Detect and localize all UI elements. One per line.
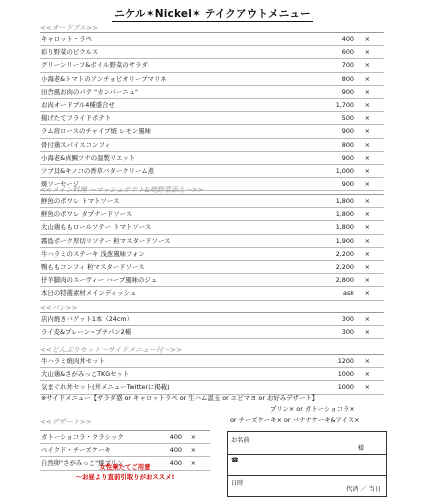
menu-item xyxy=(40,431,210,444)
quantity-mark[interactable]: × xyxy=(364,249,370,258)
menu-item xyxy=(40,355,384,368)
menu-item-name: 焼ソーセージ xyxy=(41,180,79,189)
name-label: お名前 xyxy=(231,437,250,444)
menu-item-name: 骨付鶏スパイスコンフィ xyxy=(41,140,111,149)
quantity-mark[interactable]: × xyxy=(364,61,370,70)
menu-item-price: 400 xyxy=(169,446,182,455)
menu-item-price: 400 xyxy=(169,459,182,468)
menu-item-name: ベイクド・チーズケーキ xyxy=(41,446,111,455)
promo-note xyxy=(40,462,210,482)
quantity-mark[interactable]: × xyxy=(364,315,370,323)
quantity-mark[interactable]: × xyxy=(364,153,370,162)
don-sets-list xyxy=(40,355,384,395)
menu-item-price: 500 xyxy=(341,114,354,123)
side-menu-options-1: プリン× or ガトーショコラ× xyxy=(270,405,355,413)
menu-item-price: 400 xyxy=(169,433,182,441)
date-row[interactable] xyxy=(228,475,386,495)
menu-item-name: 揚げたてフライドポテト xyxy=(41,114,112,123)
menu-item-name: 鮮魚のポワレ トマトソース xyxy=(41,197,120,205)
menu-item-name: 仔羊脚肉のスーヴィー ハーブ風味のジュ xyxy=(41,276,157,285)
menu-item xyxy=(40,274,384,287)
menu-item-price: 800 xyxy=(341,74,354,83)
quantity-mark[interactable]: × xyxy=(190,433,196,441)
quantity-mark[interactable]: × xyxy=(364,289,370,298)
menu-item-name: 牛ハラミ焼肉丼セット xyxy=(41,357,105,365)
menu-item-price: 1,000 xyxy=(335,166,354,175)
quantity-mark[interactable]: × xyxy=(364,35,370,43)
menu-item xyxy=(40,152,384,165)
menu-item-price: 2,200 xyxy=(335,249,354,258)
menu-item-name: キャロット・ラペ xyxy=(41,35,92,43)
date-label: 日時 xyxy=(231,480,244,487)
quantity-mark[interactable]: × xyxy=(364,140,370,149)
page-title: ニケル✶Nickel✶ テイクアウトメニュー xyxy=(114,8,311,20)
honorific-label: 様 xyxy=(357,445,364,452)
quantity-mark[interactable]: × xyxy=(190,459,196,468)
menu-item xyxy=(40,444,210,457)
order-form xyxy=(227,431,387,497)
main-dishes-list xyxy=(40,195,384,301)
menu-item-name: 本日の特選素材メインディッシュ xyxy=(41,289,137,298)
quantity-mark[interactable]: × xyxy=(364,100,370,109)
section-hors-doeuvres: <<オードブル>> xyxy=(40,24,98,32)
menu-item-name: 鴨ももコンフィ 粒マスタードソース xyxy=(41,262,145,271)
menu-item-price: 300 xyxy=(341,328,354,337)
menu-item-price: 1,800 xyxy=(335,210,354,219)
menu-item-price: 900 xyxy=(341,87,354,96)
payment-status: 代済 ／ 当日 xyxy=(346,486,381,493)
menu-item xyxy=(40,287,384,300)
menu-item xyxy=(40,33,384,46)
quantity-mark[interactable]: × xyxy=(190,446,196,455)
menu-item xyxy=(40,208,384,221)
menu-item xyxy=(40,261,384,274)
menu-item-name: 牛ハラミのステーキ 浅葱風味フォン xyxy=(41,249,145,258)
menu-item-name: 気まぐれ丼セット(丼メニューTwitterに掲載) xyxy=(41,383,170,392)
menu-item xyxy=(40,313,384,326)
menu-item-name: 田舎風お肉のパテ "カンパーニュ" xyxy=(41,87,138,96)
menu-item-name: 小海老&トマトのアンチョビオリーブマリネ xyxy=(41,74,167,83)
menu-item-name: 店内焼きバゲット1本（24cm） xyxy=(41,315,133,323)
menu-item-name: ラム肩ロースのチャイブ焼 レモン風味 xyxy=(41,127,151,136)
side-menu-options-2: or チーズケーキ× or バナナケーキ&アイス× xyxy=(230,416,360,424)
bread-list xyxy=(40,313,384,339)
phone-row[interactable] xyxy=(228,454,386,476)
menu-item-name: 自然卵"さがみっこ"焼プリン xyxy=(41,459,124,468)
menu-item-name: 鮮魚のポワレ タプナードソース xyxy=(41,210,133,219)
quantity-mark[interactable]: × xyxy=(364,48,370,57)
promo-line-2: ～お昼より直前引取りがおススメ! xyxy=(75,473,175,481)
menu-item-name: グリーンリーフ&ボイル野菜のサラダ xyxy=(41,61,148,70)
quantity-mark[interactable]: × xyxy=(364,74,370,83)
menu-item-price: 800 xyxy=(341,140,354,149)
quantity-mark[interactable]: × xyxy=(364,87,370,96)
menu-item xyxy=(40,59,384,72)
quantity-mark[interactable]: × xyxy=(364,370,370,379)
menu-item-price: ask xyxy=(343,289,354,298)
menu-item xyxy=(40,99,384,112)
menu-item-price: 900 xyxy=(341,180,354,189)
menu-item-price: 700 xyxy=(341,61,354,70)
menu-item-price: 2,800 xyxy=(335,276,354,285)
menu-item-price: 900 xyxy=(341,153,354,162)
quantity-mark[interactable]: × xyxy=(364,180,370,189)
menu-item xyxy=(40,46,384,59)
section-don-sets: <<どんぶりセット～サイドメニュー付～>> xyxy=(40,346,182,354)
menu-item xyxy=(40,326,384,339)
menu-item xyxy=(40,125,384,138)
section-main-dishes: <<メイン料理 ～マッシュポテト&焼野菜添え～>> xyxy=(40,186,204,194)
menu-item xyxy=(40,221,384,234)
menu-item-price: 1000 xyxy=(337,370,354,379)
menu-item-price: 600 xyxy=(341,48,354,57)
menu-item xyxy=(40,248,384,261)
quantity-mark[interactable]: × xyxy=(364,114,370,123)
quantity-mark[interactable]: × xyxy=(364,328,370,337)
menu-item xyxy=(40,195,384,208)
section-desserts: <<デザート>> xyxy=(40,418,92,426)
menu-item-price: 1,700 xyxy=(335,100,354,109)
quantity-mark[interactable]: × xyxy=(364,210,370,219)
phone-icon: ☎ xyxy=(231,457,239,464)
hors-doeuvres-list xyxy=(40,33,384,191)
menu-item xyxy=(40,86,384,99)
promo-line-1: 女性乗たてご用意 xyxy=(99,463,151,471)
quantity-mark[interactable]: × xyxy=(364,166,370,175)
menu-item xyxy=(40,112,384,125)
menu-item-name: 大山鶏ももロールソテー トマトソース xyxy=(41,223,152,232)
menu-item xyxy=(40,165,384,178)
quantity-mark[interactable]: × xyxy=(364,357,370,365)
menu-item-name: 大山鶏&さがみっこTKGセット xyxy=(41,370,130,379)
section-bread: <<パン>> xyxy=(40,304,78,312)
menu-item xyxy=(40,368,384,381)
menu-item-price: 1000 xyxy=(337,383,354,392)
quantity-mark[interactable]: × xyxy=(364,276,370,285)
quantity-mark[interactable]: × xyxy=(364,127,370,136)
quantity-mark[interactable]: × xyxy=(364,197,370,205)
menu-item-name: ツブ貝&キノコの香草バタークリーム煮 xyxy=(41,166,155,175)
side-menu-note: ※サイドメニュー【サラダ盛 or キャロットラペ or 生ハム温玉 or エピマヨ or お好みデザート】 xyxy=(41,394,319,402)
menu-item-name: 霧島ポーク厚切リソテー 粒マスタードソース xyxy=(41,236,171,245)
menu-item-price: 1,800 xyxy=(335,223,354,232)
quantity-mark[interactable]: × xyxy=(364,383,370,392)
menu-item-price: 1,800 xyxy=(335,197,354,205)
menu-item-price: 1,900 xyxy=(335,236,354,245)
menu-item-price: 900 xyxy=(341,127,354,136)
menu-item-price: 300 xyxy=(341,315,354,323)
quantity-mark[interactable]: × xyxy=(364,223,370,232)
menu-item-name: 小海老&真鯛ツナの温製リエット xyxy=(41,153,136,162)
menu-item xyxy=(40,139,384,152)
quantity-mark[interactable]: × xyxy=(364,262,370,271)
menu-item-name: ライ麦&プレーン~プチパン2種 xyxy=(41,328,132,337)
menu-item-name: お肉オードブル4種盛合せ xyxy=(41,100,115,109)
menu-item xyxy=(40,235,384,248)
quantity-mark[interactable]: × xyxy=(364,236,370,245)
menu-item-price: 400 xyxy=(341,35,354,43)
menu-item-name: ガトーショコラ・クラシック xyxy=(41,433,124,441)
name-row[interactable] xyxy=(228,432,386,455)
menu-item-name: 彩り野菜のピクルス xyxy=(41,48,99,57)
menu-item xyxy=(40,73,384,86)
menu-item-price: 2,200 xyxy=(335,262,354,271)
menu-item-price: 1200 xyxy=(337,357,354,365)
